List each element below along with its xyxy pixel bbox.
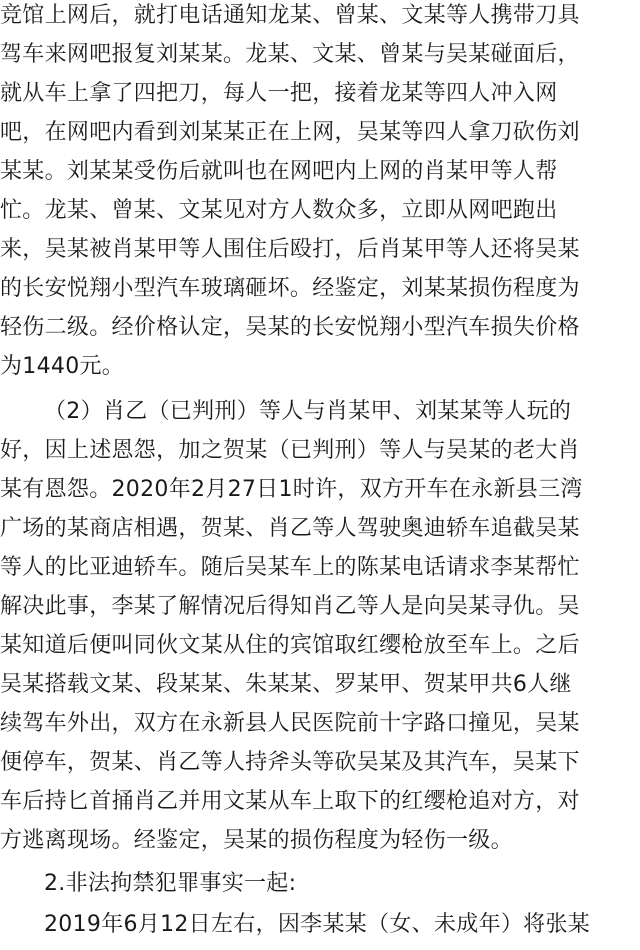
text-line: 某知道后便叫同伙文某从住的宾馆取红缨枪放至车上。之后 [0, 633, 580, 658]
section-heading: 2.非法拘禁犯罪事实一起: [44, 871, 297, 896]
text-line: 驾车来网吧报复刘某某。龙某、文某、曾某与吴某碰面后， [0, 42, 580, 67]
paragraph-heading: （2）肖乙（已判刑）等人与肖某甲、刘某某等人玩的 [44, 399, 572, 424]
text-line: 竞馆上网后，就打电话通知龙某、曾某、文某等人携带刀具 [0, 3, 580, 28]
text-line: 某某。刘某某受伤后就叫也在网吧内上网的肖某甲等人帮 [0, 159, 558, 184]
text-line: 为1440元。 [0, 354, 125, 379]
text-line: 车后持匕首捅肖乙并用文某从车上取下的红缨枪追对方，对 [0, 789, 580, 814]
text-line: 好，因上述恩怨，加之贺某（已判刑）等人与吴某的老大肖 [0, 438, 580, 463]
text-line: 广场的某商店相遇，贺某、肖乙等人驾驶奥迪轿车追截吴某 [0, 516, 580, 541]
text-line: 续驾车外出，双方在永新县人民医院前十字路口撞见，吴某 [0, 711, 580, 736]
text-line: 忙。龙某、曾某、文某见对方人数众多，立即从网吧跑出 [0, 198, 558, 223]
text-line: 方逃离现场。经鉴定，吴某的损伤程度为轻伤一级。 [0, 828, 513, 853]
text-line: 吧，在网吧内看到刘某某正在上网，吴某等四人拿刀砍伤刘 [0, 120, 580, 145]
text-line: 来，吴某被肖某甲等人围住后殴打，后肖某甲等人还将吴某 [0, 237, 580, 262]
text-line: 便停车，贺某、肖乙等人持斧头等砍吴某及其汽车，吴某下 [0, 750, 580, 775]
text-line: 等人的比亚迪轿车。随后吴某车上的陈某电话请求李某帮忙 [0, 555, 580, 580]
text-line: 2019年6月12日左右，因李某某（女、未成年）将张某 [44, 912, 591, 937]
text-line: 某有恩怨。2020年2月27日1时许，双方开车在永新县三湾 [0, 477, 583, 502]
text-line: 的长安悦翔小型汽车玻璃砸坏。经鉴定，刘某某损伤程度为 [0, 276, 580, 301]
text-line: 解决此事，李某了解情况后得知肖乙等人是向吴某寻仇。吴 [0, 594, 580, 619]
text-line: 轻伤二级。经价格认定，吴某的长安悦翔小型汽车损失价格 [0, 315, 580, 340]
text-line: 就从车上拿了四把刀，每人一把，接着龙某等四人冲入网 [0, 81, 558, 106]
text-line: 吴某搭载文某、段某某、朱某某、罗某甲、贺某甲共6人继 [0, 672, 572, 697]
